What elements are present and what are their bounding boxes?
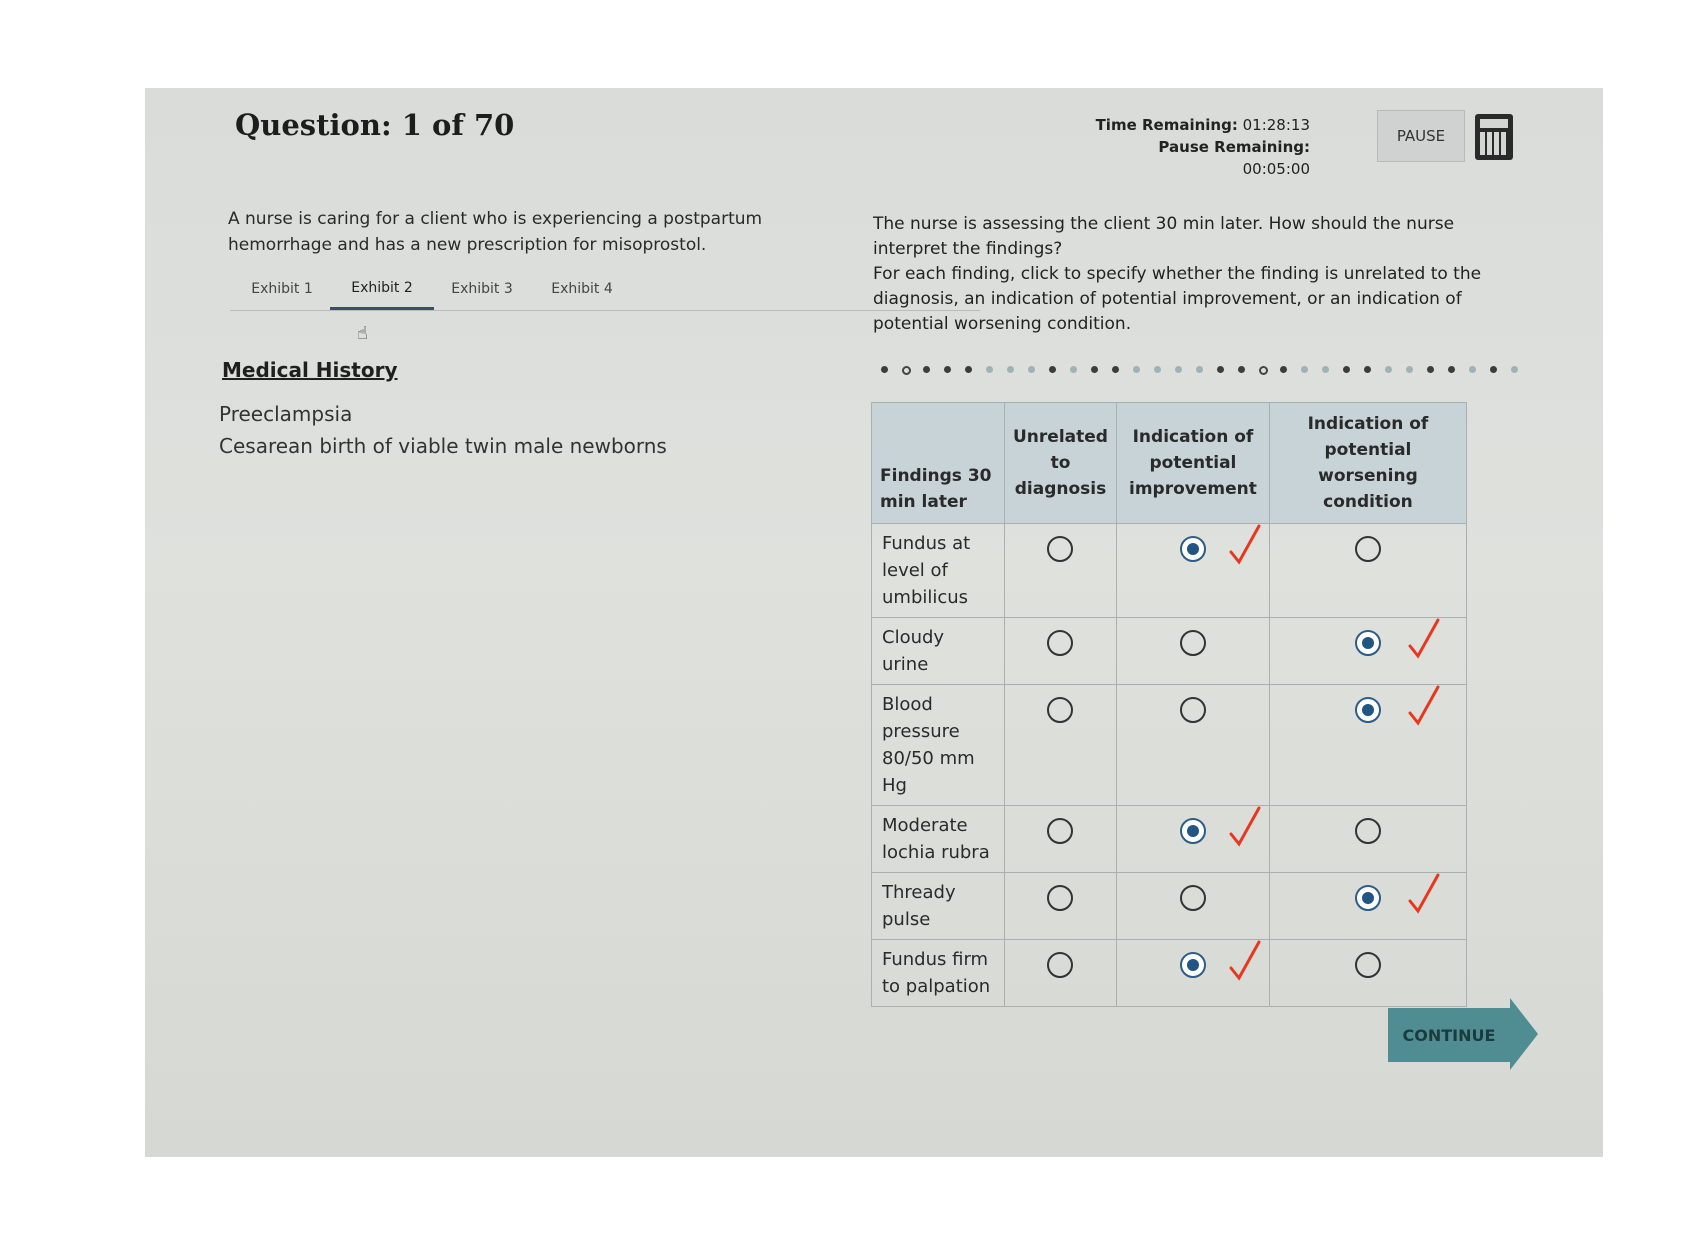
question-prompt bbox=[873, 212, 1533, 337]
calculator-icon[interactable] bbox=[1475, 114, 1513, 160]
table-row bbox=[872, 940, 1467, 1007]
progress-dot bbox=[1301, 366, 1308, 373]
finding-label: Cloudy urine bbox=[872, 618, 1005, 685]
radio-option[interactable] bbox=[1047, 697, 1073, 723]
progress-dot bbox=[986, 366, 993, 373]
timers bbox=[1090, 114, 1310, 180]
handwritten-check-icon bbox=[1404, 683, 1444, 729]
option-cell bbox=[1269, 524, 1466, 618]
screen-photo bbox=[145, 88, 1603, 1157]
time-remaining-label: Time Remaining: bbox=[1095, 116, 1238, 134]
history-item: Cesarean birth of viable twin male newborns bbox=[219, 434, 667, 458]
progress-dot bbox=[1322, 366, 1329, 373]
option-cell bbox=[1005, 524, 1117, 618]
progress-dot bbox=[1364, 366, 1371, 373]
option-cell bbox=[1005, 618, 1117, 685]
option-cell bbox=[1269, 940, 1466, 1007]
time-remaining-value: 01:28:13 bbox=[1242, 116, 1310, 134]
table-row bbox=[872, 873, 1467, 940]
progress-dot bbox=[1280, 366, 1287, 373]
pause-remaining-label: Pause Remaining: bbox=[1158, 138, 1310, 156]
progress-dot bbox=[965, 366, 972, 373]
radio-option[interactable] bbox=[1355, 818, 1381, 844]
progress-dot bbox=[1070, 366, 1077, 373]
question-progress-dots bbox=[881, 363, 1541, 377]
handwritten-check-icon bbox=[1225, 522, 1265, 568]
question-counter: Question: 1 of 70 bbox=[235, 108, 515, 142]
radio-selected[interactable] bbox=[1355, 885, 1381, 911]
progress-dot bbox=[902, 366, 911, 375]
finding-label: Thready pulse bbox=[872, 873, 1005, 940]
table-row bbox=[872, 806, 1467, 873]
table-row bbox=[872, 685, 1467, 806]
continue-arrow-icon[interactable] bbox=[1510, 998, 1538, 1070]
progress-dot bbox=[1469, 366, 1476, 373]
continue-button[interactable]: CONTINUE bbox=[1388, 1008, 1510, 1062]
progress-dot bbox=[1217, 366, 1224, 373]
exhibit-tabs bbox=[230, 268, 980, 311]
radio-selected[interactable] bbox=[1355, 697, 1381, 723]
tab-exhibit-1[interactable]: Exhibit 1 bbox=[251, 281, 313, 297]
header-unrelated: Unrelated to diagnosis bbox=[1005, 403, 1117, 524]
radio-option[interactable] bbox=[1047, 630, 1073, 656]
radio-option[interactable] bbox=[1180, 697, 1206, 723]
option-cell bbox=[1116, 685, 1269, 806]
tab-exhibit-2[interactable]: Exhibit 2 bbox=[330, 268, 434, 310]
progress-dot bbox=[1259, 366, 1268, 375]
header-findings: Findings 30 min later bbox=[872, 403, 1005, 524]
progress-dot bbox=[1238, 366, 1245, 373]
option-cell bbox=[1269, 806, 1466, 873]
finding-label: Fundus firm to palpation bbox=[872, 940, 1005, 1007]
progress-dot bbox=[1154, 366, 1161, 373]
progress-dot bbox=[1175, 366, 1182, 373]
option-cell bbox=[1116, 873, 1269, 940]
radio-selected[interactable] bbox=[1180, 818, 1206, 844]
question-stem: A nurse is caring for a client who is experiencing a postpartum hemorrhage and has a new prescription for misoprostol. bbox=[228, 209, 763, 255]
option-cell bbox=[1269, 618, 1466, 685]
handwritten-check-icon bbox=[1404, 871, 1444, 917]
option-cell bbox=[1269, 873, 1466, 940]
handwritten-check-icon bbox=[1225, 938, 1265, 984]
progress-dot bbox=[1007, 366, 1014, 373]
progress-dot bbox=[1385, 366, 1392, 373]
finding-label: Fundus at level of umbilicus bbox=[872, 524, 1005, 618]
option-cell bbox=[1116, 524, 1269, 618]
progress-dot bbox=[881, 366, 888, 373]
radio-option[interactable] bbox=[1047, 952, 1073, 978]
option-cell bbox=[1116, 618, 1269, 685]
radio-option[interactable] bbox=[1047, 818, 1073, 844]
prompt-line-1: The nurse is assessing the client 30 min later. How should the nurse interpret the findings? bbox=[873, 214, 1455, 259]
table-row bbox=[872, 618, 1467, 685]
option-cell bbox=[1005, 806, 1117, 873]
tab-exhibit-4[interactable]: Exhibit 4 bbox=[551, 281, 613, 297]
findings-matrix bbox=[871, 402, 1467, 1007]
progress-dot bbox=[1343, 366, 1350, 373]
medical-history-list bbox=[219, 398, 667, 462]
option-cell bbox=[1116, 806, 1269, 873]
radio-option[interactable] bbox=[1047, 536, 1073, 562]
handwritten-check-icon bbox=[1404, 616, 1444, 662]
prompt-line-2: For each finding, click to specify whether the finding is unrelated to the diagnosis, an indication of potential improvement, or an indication of potential worsening condition. bbox=[873, 264, 1482, 334]
option-cell bbox=[1005, 685, 1117, 806]
hand-cursor-icon: ☝ bbox=[357, 323, 368, 344]
progress-dot bbox=[944, 366, 951, 373]
history-item: Preeclampsia bbox=[219, 402, 353, 426]
radio-selected[interactable] bbox=[1355, 630, 1381, 656]
progress-dot bbox=[1196, 366, 1203, 373]
option-cell bbox=[1116, 940, 1269, 1007]
table-row bbox=[872, 524, 1467, 618]
option-cell bbox=[1005, 873, 1117, 940]
pause-remaining bbox=[1090, 136, 1310, 180]
progress-dot bbox=[1511, 366, 1518, 373]
header-worsening: Indication of potential worsening condition bbox=[1269, 403, 1466, 524]
progress-dot bbox=[1112, 366, 1119, 373]
header-improvement: Indication of potential improvement bbox=[1116, 403, 1269, 524]
progress-dot bbox=[1406, 366, 1413, 373]
progress-dot bbox=[1091, 366, 1098, 373]
progress-dot bbox=[1427, 366, 1434, 373]
finding-label: Blood pressure 80/50 mm Hg bbox=[872, 685, 1005, 806]
time-remaining bbox=[1090, 114, 1310, 136]
option-cell bbox=[1269, 685, 1466, 806]
radio-selected[interactable] bbox=[1180, 536, 1206, 562]
tab-exhibit-3[interactable]: Exhibit 3 bbox=[451, 281, 513, 297]
radio-option[interactable] bbox=[1180, 630, 1206, 656]
radio-selected[interactable] bbox=[1180, 952, 1206, 978]
progress-dot bbox=[1448, 366, 1455, 373]
radio-option[interactable] bbox=[1355, 952, 1381, 978]
radio-option[interactable] bbox=[1355, 536, 1381, 562]
radio-option[interactable] bbox=[1180, 885, 1206, 911]
progress-dot bbox=[923, 366, 930, 373]
pause-button[interactable]: PAUSE bbox=[1377, 110, 1465, 162]
progress-dot bbox=[1133, 366, 1140, 373]
finding-label: Moderate lochia rubra bbox=[872, 806, 1005, 873]
progress-dot bbox=[1049, 366, 1056, 373]
option-cell bbox=[1005, 940, 1117, 1007]
progress-dot bbox=[1028, 366, 1035, 373]
medical-history-heading: Medical History bbox=[222, 358, 398, 382]
pause-remaining-value: 00:05:00 bbox=[1242, 160, 1310, 178]
progress-dot bbox=[1490, 366, 1497, 373]
handwritten-check-icon bbox=[1225, 804, 1265, 850]
radio-option[interactable] bbox=[1047, 885, 1073, 911]
